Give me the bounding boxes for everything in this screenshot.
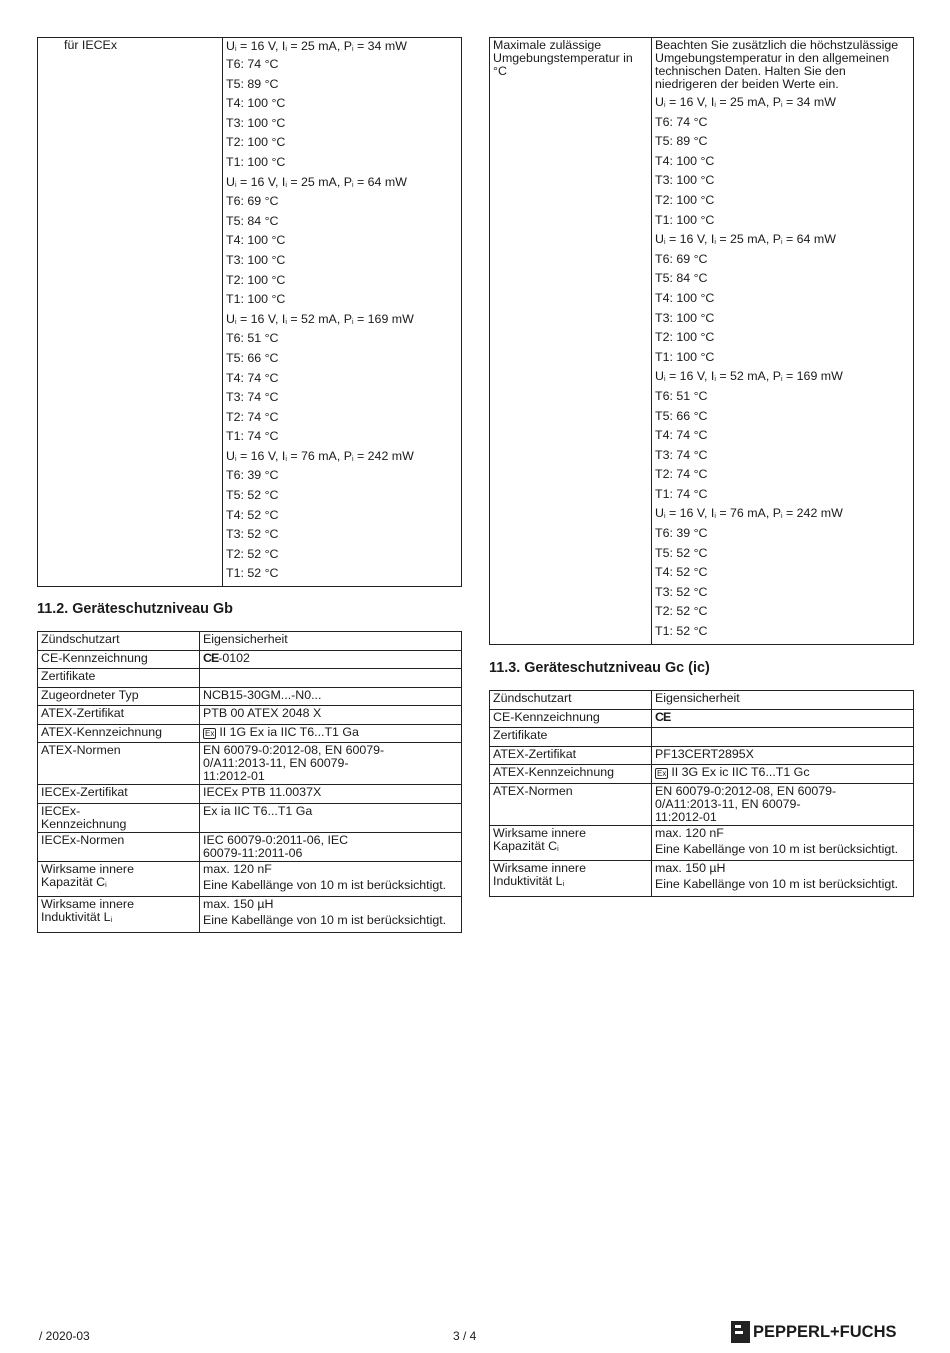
brand-name: PEPPERL+FUCHS bbox=[753, 1322, 897, 1341]
parameter-line bbox=[226, 447, 458, 467]
temperature-class-line: T1: 100 °C bbox=[226, 292, 286, 307]
table-row bbox=[38, 724, 462, 743]
temperature-class-line: T3: 74 °C bbox=[655, 447, 708, 462]
section-heading-gb: 11.2. Geräteschutzniveau Gb bbox=[37, 601, 233, 617]
ind-note: Eine Kabellänge von 10 m ist berücksichtigt. bbox=[203, 913, 447, 928]
temperature-class-line: T4: 52 °C bbox=[226, 507, 279, 522]
temperature-class-line: T5: 89 °C bbox=[226, 76, 279, 91]
temperature-class-line: T6: 69 °C bbox=[655, 251, 708, 266]
parameter-value: = 25 mA, bbox=[715, 95, 773, 109]
temperature-class-line: T4: 100 °C bbox=[226, 96, 286, 111]
parameter-value: = 64 mW bbox=[782, 232, 836, 247]
parameter-line bbox=[226, 310, 458, 330]
parameter-symbol: I bbox=[710, 232, 715, 247]
row-label: Zündschutzart bbox=[38, 632, 200, 651]
kap-note: Eine Kabellänge von 10 m ist berücksichtigt. bbox=[655, 841, 899, 856]
temperature-class-line: T1: 74 °C bbox=[655, 486, 708, 501]
row-label: ATEX-Normen bbox=[490, 783, 652, 825]
table-row bbox=[490, 783, 914, 825]
parameter-value: = 16 V, bbox=[236, 174, 282, 189]
parameter-value: = 52 mA, bbox=[715, 369, 773, 384]
temperature-class-line: T1: 52 °C bbox=[655, 624, 708, 639]
parameter-value: = 25 mA, bbox=[286, 174, 344, 189]
parameter-value: = 169 mW bbox=[353, 311, 414, 326]
temperature-class-line: T5: 84 °C bbox=[226, 213, 279, 228]
row-value bbox=[652, 709, 914, 728]
parameter-symbol: U bbox=[655, 506, 664, 521]
table-row bbox=[38, 706, 462, 725]
subscript: i bbox=[780, 513, 783, 521]
row-value: IEC 60079-0:2011-06, IEC 60079-11:2011-06 bbox=[200, 832, 462, 861]
temperature-class-line: T6: 39 °C bbox=[655, 526, 708, 541]
row-label: ATEX-Zertifikat bbox=[38, 706, 200, 725]
parameter-symbol: P bbox=[772, 95, 781, 109]
temperature-class-line: T6: 74 °C bbox=[655, 114, 708, 129]
temperature-class-line: T3: 52 °C bbox=[226, 527, 279, 542]
parameter-value: = 76 mA, bbox=[715, 506, 773, 521]
parameter-value: = 242 mW bbox=[782, 506, 843, 521]
table-row bbox=[38, 687, 462, 706]
row-value bbox=[200, 897, 462, 933]
table-row bbox=[490, 765, 914, 784]
subscript: i bbox=[663, 513, 666, 521]
subscript: i bbox=[780, 239, 783, 247]
ind-note: Eine Kabellänge von 10 m ist berücksichtigt. bbox=[655, 877, 899, 892]
subscript: i bbox=[714, 239, 716, 247]
subscript: i bbox=[562, 881, 565, 889]
temperature-class-line: T5: 52 °C bbox=[226, 488, 279, 503]
iecex-temperature-values bbox=[223, 38, 462, 587]
ambient-temperature-values bbox=[652, 38, 914, 645]
table-row bbox=[38, 861, 462, 897]
ex-hexagon-icon: Ex bbox=[205, 728, 215, 738]
parameter-symbol: P bbox=[343, 448, 352, 463]
parameter-value: = 242 mW bbox=[353, 448, 414, 463]
subscript: i bbox=[285, 181, 287, 189]
parameter-value: = 16 V, bbox=[665, 506, 711, 521]
row-label: Zertifikate bbox=[490, 728, 652, 747]
parameter-value: = 16 V, bbox=[236, 39, 282, 53]
subscript: i bbox=[234, 181, 237, 189]
temperature-class-line: T6: 51 °C bbox=[655, 388, 708, 403]
parameter-value: = 25 mA, bbox=[715, 232, 773, 247]
pf-logo-icon bbox=[731, 1321, 750, 1343]
row-label: IECEx-Zertifikat bbox=[38, 785, 200, 804]
parameter-value: = 169 mW bbox=[782, 369, 843, 384]
parameter-symbol: P bbox=[343, 311, 352, 326]
subscript: i bbox=[351, 455, 354, 463]
row-value: PF13CERT2895X bbox=[652, 746, 914, 765]
parameter-value: = 16 V, bbox=[665, 232, 711, 247]
row-value bbox=[200, 650, 462, 669]
subscript: i bbox=[780, 102, 783, 109]
footer-page-number: 3 / 4 bbox=[453, 1329, 477, 1343]
temperature-class-line: T5: 66 °C bbox=[226, 350, 279, 365]
row-label: IECEx-Kennzeichnung bbox=[38, 803, 200, 832]
parameter-value: = 25 mA, bbox=[286, 39, 344, 53]
parameter-value: = 64 mW bbox=[353, 174, 407, 189]
kap-note: Eine Kabellänge von 10 m ist berücksichtigt. bbox=[203, 877, 447, 892]
parameter-symbol: U bbox=[226, 174, 235, 189]
parameter-symbol: I bbox=[281, 39, 286, 53]
row-label: ATEX-Normen bbox=[38, 743, 200, 785]
row-label: Zertifikate bbox=[38, 669, 200, 688]
row-label: ATEX-Kennzeichnung bbox=[490, 765, 652, 784]
row-value bbox=[200, 861, 462, 897]
parameter-value: = 16 V, bbox=[236, 311, 282, 326]
temperature-class-line: T3: 52 °C bbox=[655, 584, 708, 599]
row-label bbox=[490, 825, 652, 861]
temperature-class-line: T5: 52 °C bbox=[655, 545, 708, 560]
row-value bbox=[200, 724, 462, 743]
row-label: ATEX-Zertifikat bbox=[490, 746, 652, 765]
subscript: i bbox=[351, 181, 354, 189]
parameter-symbol: P bbox=[772, 506, 781, 521]
ambient-note: Beachten Sie zusätzlich die höchstzulässige Umgebungstemperatur in den allgemeinen technischen Daten. Halten Sie den niedrigeren der beiden Werte ein. bbox=[655, 38, 899, 91]
parameter-symbol: U bbox=[226, 311, 235, 326]
ambient-values-list bbox=[655, 93, 910, 642]
parameter-symbol: U bbox=[655, 232, 664, 247]
parameter-symbol: P bbox=[343, 174, 352, 189]
table-row bbox=[38, 832, 462, 861]
atex-marking: II 3G Ex ic IIC T6...T1 Gc bbox=[671, 765, 810, 779]
subscript: i bbox=[663, 239, 666, 247]
row-label: CE-Kennzeichnung bbox=[38, 650, 200, 669]
temperature-class-line: T1: 74 °C bbox=[226, 429, 279, 444]
parameter-value: = 34 mW bbox=[782, 95, 836, 109]
row-value: Ex ia IIC T6...T1 Ga bbox=[200, 803, 462, 832]
kap-value: max. 120 nF bbox=[655, 825, 724, 840]
temperature-class-line: T5: 66 °C bbox=[655, 408, 708, 423]
temperature-class-line: T2: 100 °C bbox=[226, 272, 286, 287]
parameter-line bbox=[655, 367, 910, 387]
gb-table bbox=[37, 631, 462, 933]
row-value bbox=[652, 825, 914, 861]
row-value: Eigensicherheit bbox=[652, 691, 914, 710]
subscript: i bbox=[714, 513, 716, 521]
row-value: IECEx PTB 11.0037X bbox=[200, 785, 462, 804]
temperature-class-line: T3: 100 °C bbox=[226, 252, 286, 267]
right-column bbox=[489, 37, 914, 645]
table-row bbox=[490, 861, 914, 897]
temperature-class-line: T2: 74 °C bbox=[655, 467, 708, 482]
parameter-symbol: I bbox=[710, 369, 715, 384]
temperature-class-line: T4: 100 °C bbox=[655, 153, 715, 168]
iecex-temperature-table bbox=[37, 37, 462, 587]
temperature-class-line: T1: 100 °C bbox=[655, 212, 715, 227]
parameter-symbol: I bbox=[710, 506, 715, 521]
section-heading-gc: 11.3. Geräteschutzniveau Gc (ic) bbox=[489, 660, 710, 676]
gc-table bbox=[489, 690, 914, 897]
temperature-class-line: T5: 89 °C bbox=[655, 134, 708, 149]
table-row bbox=[490, 825, 914, 861]
row-value bbox=[652, 765, 914, 784]
temperature-class-line: T4: 74 °C bbox=[226, 370, 279, 385]
parameter-line bbox=[226, 173, 458, 193]
parameter-value: = 16 V, bbox=[665, 95, 711, 109]
row-label: Zündschutzart bbox=[490, 691, 652, 710]
parameter-line bbox=[226, 39, 458, 55]
subscript: i bbox=[780, 376, 783, 384]
temperature-class-line: T6: 69 °C bbox=[226, 194, 279, 209]
kap-label: Wirksame innere Kapazität C bbox=[41, 861, 134, 889]
parameter-symbol: U bbox=[655, 369, 664, 384]
atex-marking: II 1G Ex ia IIC T6...T1 Ga bbox=[219, 724, 359, 739]
ce-mark-icon: CE bbox=[655, 709, 671, 724]
row-value: Eigensicherheit bbox=[200, 632, 462, 651]
parameter-value: = 16 V, bbox=[236, 448, 282, 463]
row-value bbox=[652, 728, 914, 747]
temperature-class-line: T3: 100 °C bbox=[655, 310, 715, 325]
row-label bbox=[38, 897, 200, 933]
table-row bbox=[38, 785, 462, 804]
row-label: CE-Kennzeichnung bbox=[490, 709, 652, 728]
temperature-class-line: T6: 39 °C bbox=[226, 468, 279, 483]
parameter-symbol: I bbox=[281, 311, 286, 326]
subscript: i bbox=[234, 455, 237, 463]
row-value bbox=[200, 669, 462, 688]
row-label: IECEx-Normen bbox=[38, 832, 200, 861]
subscript: i bbox=[285, 318, 287, 326]
subscript: i bbox=[110, 917, 113, 925]
gb-table-wrapper bbox=[37, 631, 462, 933]
table-row bbox=[38, 669, 462, 688]
table-row bbox=[490, 709, 914, 728]
temperature-class-line: T3: 74 °C bbox=[226, 390, 279, 405]
ind-value: max. 150 µH bbox=[203, 897, 274, 912]
subscript: i bbox=[714, 376, 716, 384]
ambient-label: Maximale zulässige Umgebungstemperatur in °C bbox=[490, 38, 652, 645]
table-row bbox=[38, 743, 462, 785]
parameter-symbol: U bbox=[226, 448, 235, 463]
row-value: EN 60079-0:2012-08, EN 60079-0/A11:2013-11, EN 60079-11:2012-01 bbox=[200, 743, 462, 785]
kap-value: max. 120 nF bbox=[203, 861, 272, 876]
row-label bbox=[38, 861, 200, 897]
parameter-symbol: P bbox=[772, 369, 781, 384]
row-value: PTB 00 ATEX 2048 X bbox=[200, 706, 462, 725]
parameter-symbol: P bbox=[343, 39, 352, 53]
temperature-class-line: T3: 100 °C bbox=[655, 173, 715, 188]
row-value: NCB15-30GM...-N0... bbox=[200, 687, 462, 706]
subscript: i bbox=[557, 845, 559, 853]
parameter-value: = 76 mA, bbox=[286, 448, 344, 463]
ce-number: -0102 bbox=[218, 650, 250, 665]
ind-value: max. 150 µH bbox=[655, 861, 726, 876]
subscript: i bbox=[234, 46, 237, 53]
table-row bbox=[490, 691, 914, 710]
ambient-temperature-table bbox=[489, 37, 914, 645]
temperature-class-line: T1: 100 °C bbox=[226, 154, 286, 169]
row-label bbox=[490, 861, 652, 897]
temperature-class-line: T5: 84 °C bbox=[655, 271, 708, 286]
subscript: i bbox=[351, 318, 354, 326]
iecex-label: für IECEx bbox=[38, 38, 223, 587]
parameter-line bbox=[655, 230, 910, 250]
ex-hexagon-icon: Ex bbox=[657, 769, 667, 778]
parameter-value: = 16 V, bbox=[665, 369, 711, 384]
subscript: i bbox=[285, 455, 287, 463]
parameter-symbol: U bbox=[655, 95, 664, 109]
temperature-class-line: T2: 52 °C bbox=[226, 546, 279, 561]
temperature-class-line: T6: 74 °C bbox=[226, 57, 279, 71]
ce-mark-icon: CE bbox=[203, 650, 219, 665]
table-row bbox=[38, 632, 462, 651]
parameter-symbol: I bbox=[710, 95, 715, 109]
kap-label: Wirksame innere Kapazität C bbox=[493, 825, 586, 853]
parameter-symbol: I bbox=[281, 448, 286, 463]
subscript: i bbox=[285, 46, 287, 53]
temperature-class-line: T4: 52 °C bbox=[655, 565, 708, 580]
subscript: i bbox=[351, 46, 354, 53]
temperature-class-line: T4: 74 °C bbox=[655, 428, 708, 443]
temperature-class-line: T4: 100 °C bbox=[655, 290, 715, 305]
brand-logo bbox=[731, 1321, 897, 1343]
subscript: i bbox=[663, 102, 666, 109]
parameter-line bbox=[655, 504, 910, 524]
temperature-class-line: T2: 74 °C bbox=[226, 409, 279, 424]
row-label: Zugeordneter Typ bbox=[38, 687, 200, 706]
temperature-class-line: T1: 52 °C bbox=[226, 566, 279, 581]
parameter-symbol: P bbox=[772, 232, 781, 247]
parameter-symbol: U bbox=[226, 39, 235, 53]
subscript: i bbox=[663, 376, 666, 384]
temperature-class-line: T1: 100 °C bbox=[655, 349, 715, 364]
temperature-class-line: T6: 51 °C bbox=[226, 331, 279, 346]
temperature-class-line: T2: 52 °C bbox=[655, 604, 708, 619]
table-row bbox=[38, 897, 462, 933]
subscript: i bbox=[714, 102, 716, 109]
subscript: i bbox=[105, 881, 107, 889]
table-row bbox=[490, 728, 914, 747]
footer-date: / 2020-03 bbox=[39, 1329, 90, 1343]
temperature-class-line: T2: 100 °C bbox=[655, 192, 715, 207]
table-row bbox=[490, 746, 914, 765]
row-value bbox=[652, 861, 914, 897]
table-row bbox=[38, 803, 462, 832]
parameter-line bbox=[655, 93, 910, 113]
gc-table-wrapper bbox=[489, 690, 914, 897]
temperature-class-line: T2: 100 °C bbox=[226, 135, 286, 150]
ind-label: Wirksame innere Induktivität L bbox=[41, 897, 134, 925]
ind-label: Wirksame innere Induktivität L bbox=[493, 861, 586, 889]
temperature-class-line: T3: 100 °C bbox=[226, 115, 286, 130]
parameter-value: = 34 mW bbox=[353, 39, 407, 53]
left-column bbox=[37, 37, 462, 587]
parameter-value: = 52 mA, bbox=[286, 311, 344, 326]
temperature-class-line: T2: 100 °C bbox=[655, 330, 715, 345]
table-row bbox=[38, 650, 462, 669]
row-value: EN 60079-0:2012-08, EN 60079-0/A11:2013-11, EN 60079-11:2012-01 bbox=[652, 783, 914, 825]
subscript: i bbox=[234, 318, 237, 326]
parameter-symbol: I bbox=[281, 174, 286, 189]
temperature-class-line: T4: 100 °C bbox=[226, 233, 286, 248]
row-label: ATEX-Kennzeichnung bbox=[38, 724, 200, 743]
